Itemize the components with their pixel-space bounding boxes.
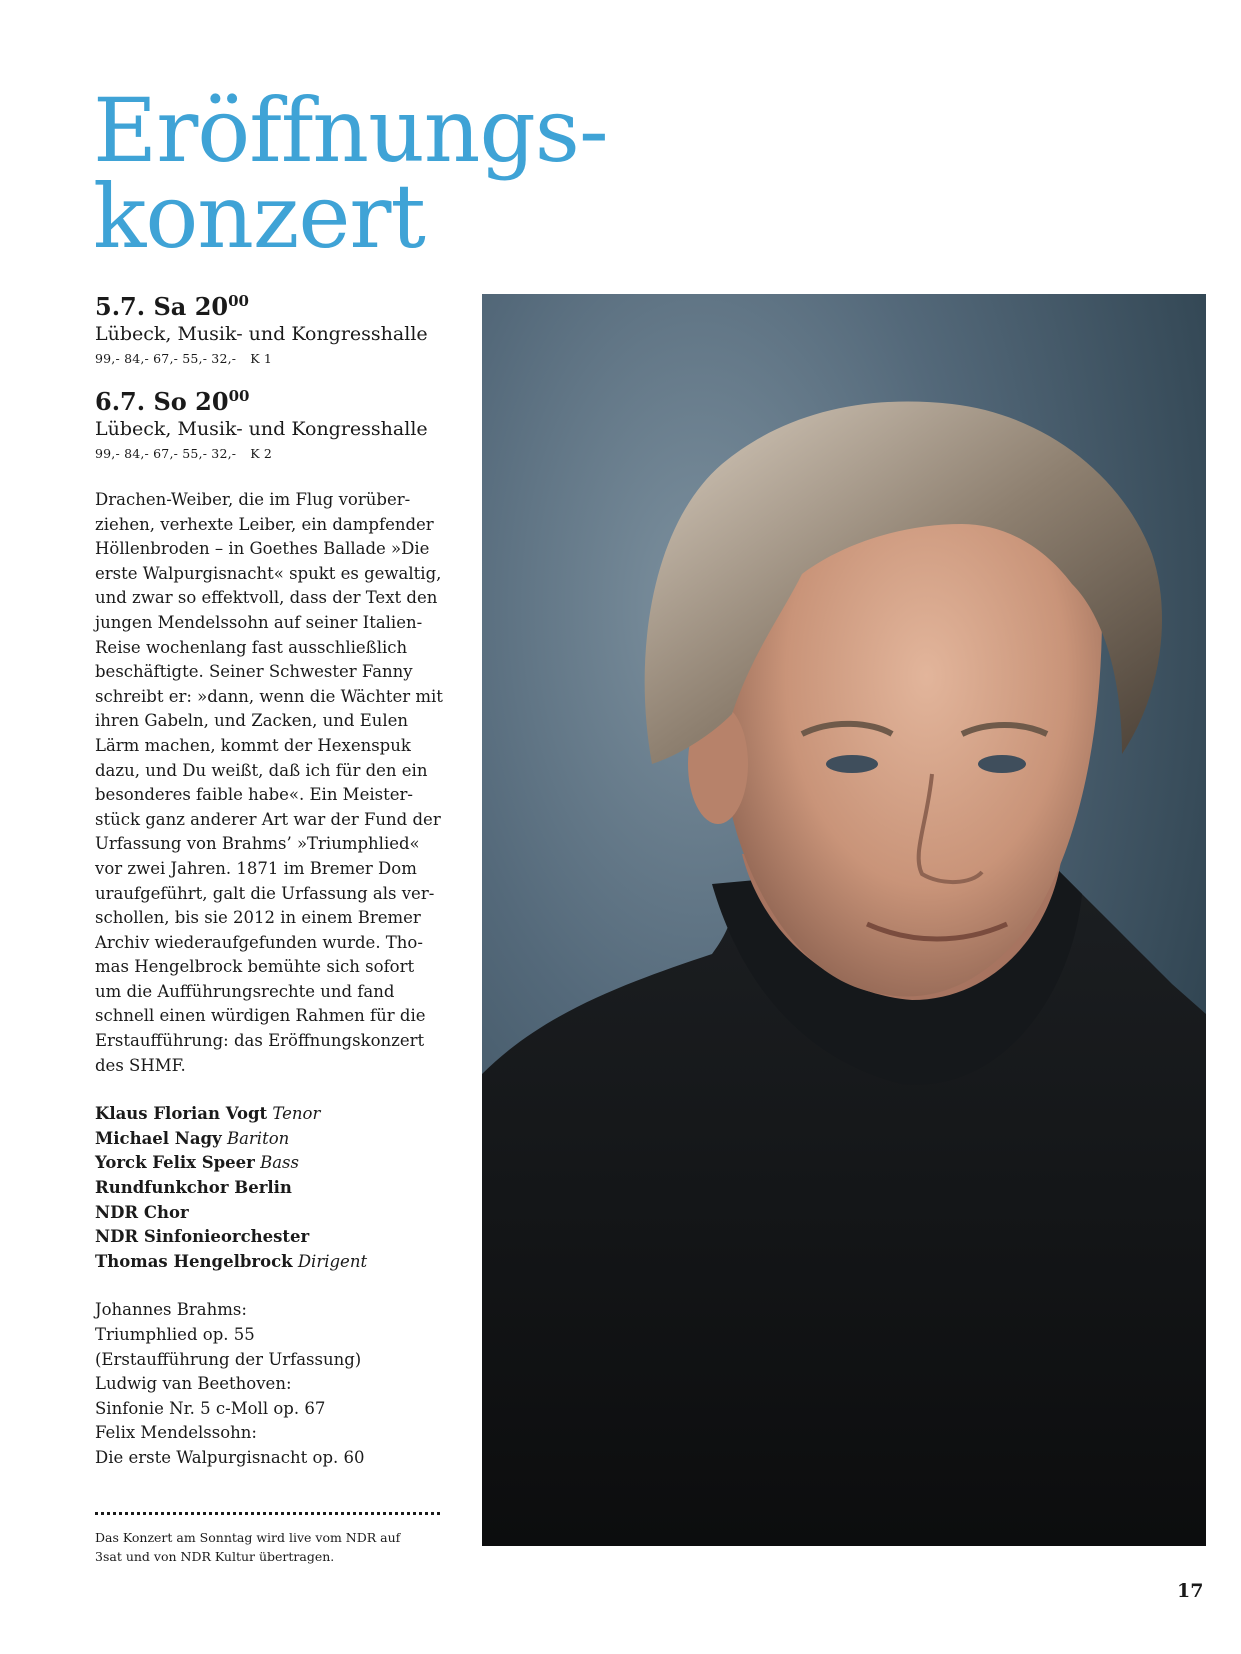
body-text xyxy=(95,488,443,1078)
body-line: beschäftigte. Seiner Schwester Fanny xyxy=(95,662,413,682)
event-prices: 99,- 84,- 67,- 55,- 32,- K 1 xyxy=(95,351,273,366)
dotted-divider xyxy=(95,1512,440,1515)
body-line: schnell einen würdigen Rahmen für die xyxy=(95,1006,426,1026)
program-line: Johannes Brahms: xyxy=(95,1300,247,1320)
performer-list xyxy=(95,1102,455,1274)
body-line: ziehen, verhexte Leiber, ein dampfender xyxy=(95,514,434,534)
portrait-illustration xyxy=(482,294,1206,1546)
performer-role: Tenor xyxy=(272,1104,321,1124)
performer-name: NDR Sinfonieorchester xyxy=(95,1227,310,1247)
body-line: uraufgeführt, galt die Urfassung als ver- xyxy=(95,883,435,903)
event-venue: Lübeck, Musik- und Kongresshalle xyxy=(95,418,428,440)
performer-item xyxy=(95,1250,455,1275)
page-title xyxy=(93,79,608,268)
title-line-1: Eröffnungs- xyxy=(93,79,608,182)
body-line: mas Hengelbrock bemühte sich sofort xyxy=(95,957,415,977)
body-line: Erstaufführung: das Eröffnungskonzert xyxy=(95,1031,425,1051)
program-line: Felix Mendelssohn: xyxy=(95,1423,257,1443)
body-line: vor zwei Jahren. 1871 im Bremer Dom xyxy=(95,858,417,878)
program-line: Die erste Walpurgisnacht op. 60 xyxy=(95,1447,365,1467)
performer-name: Yorck Felix Speer xyxy=(95,1153,255,1173)
footnote-line-2: 3sat und von NDR Kultur übertragen. xyxy=(95,1549,335,1564)
performer-item xyxy=(95,1102,455,1127)
body-line: erste Walpurgisnacht« spukt es gewaltig, xyxy=(95,563,442,583)
body-line: schollen, bis sie 2012 in einem Bremer xyxy=(95,908,421,928)
performer-item xyxy=(95,1176,455,1201)
body-line: schreibt er: »dann, wenn die Wächter mit xyxy=(95,686,443,706)
performer-name: Michael Nagy xyxy=(95,1128,222,1148)
event-2 xyxy=(95,381,455,464)
performer-name: Klaus Florian Vogt xyxy=(95,1104,268,1124)
footnote-line-1: Das Konzert am Sonntag wird live vom NDR auf xyxy=(95,1530,401,1545)
page-number: 17 xyxy=(1177,1580,1204,1602)
body-line: Reise wochenlang fast ausschließlich xyxy=(95,637,408,657)
performer-role: Bariton xyxy=(226,1128,290,1148)
body-line: Drachen-Weiber, die im Flug vorüber- xyxy=(95,490,411,509)
title-line-2: konzert xyxy=(93,165,425,268)
footnote xyxy=(95,1528,440,1566)
performer-role: Dirigent xyxy=(297,1251,368,1271)
body-line: dazu, und Du weißt, daß ich für den ein xyxy=(95,760,428,780)
left-column xyxy=(95,286,455,1471)
price-category: K 2 xyxy=(250,446,273,461)
program-line: Triumphlied op. 55 xyxy=(95,1325,255,1344)
event-date: 6.7. So $20^{00}$ xyxy=(95,387,250,416)
event-date: 5.7. Sa $20^{00}$ xyxy=(95,292,249,321)
event-prices: 99,- 84,- 67,- 55,- 32,- K 2 xyxy=(95,446,273,461)
program-list xyxy=(95,1298,455,1470)
program-line: Sinfonie Nr. 5 c-Moll op. 67 xyxy=(95,1398,326,1418)
body-line: besonderes faible habe«. Ein Meister- xyxy=(95,785,413,805)
performer-name: Rundfunkchor Berlin xyxy=(95,1178,292,1198)
body-line: Archiv wiederaufgefunden wurde. Tho- xyxy=(95,932,423,952)
event-1 xyxy=(95,286,455,369)
body-line: des SHMF. xyxy=(95,1055,186,1075)
performer-name: NDR Chor xyxy=(95,1202,189,1222)
body-line: Höllenbroden – in Goethes Ballade »Die xyxy=(95,539,430,559)
body-line: ihren Gabeln, und Zacken, und Eulen xyxy=(95,711,409,731)
body-line: jungen Mendelssohn auf seiner Italien- xyxy=(95,612,423,632)
performer-role: Bass xyxy=(260,1153,299,1173)
performer-item xyxy=(95,1225,455,1250)
performer-name: Thomas Hengelbrock xyxy=(95,1251,293,1271)
event-venue: Lübeck, Musik- und Kongresshalle xyxy=(95,323,428,345)
body-line: um die Aufführungsrechte und fand xyxy=(95,981,395,1001)
program-line: (Erstaufführung der Urfassung) xyxy=(95,1349,362,1369)
body-line: Lärm machen, kommt der Hexenspuk xyxy=(95,735,411,755)
performer-item xyxy=(95,1127,455,1152)
body-line: und zwar so effektvoll, dass der Text den xyxy=(95,588,438,608)
performer-item xyxy=(95,1201,455,1226)
program-line: Ludwig van Beethoven: xyxy=(95,1374,292,1394)
body-line: Urfassung von Brahms’ »Triumphlied« xyxy=(95,834,420,854)
performer-item xyxy=(95,1151,455,1176)
conductor-portrait-photo xyxy=(482,294,1206,1546)
price-category: K 1 xyxy=(250,351,273,366)
body-line: stück ganz anderer Art war der Fund der xyxy=(95,809,441,829)
